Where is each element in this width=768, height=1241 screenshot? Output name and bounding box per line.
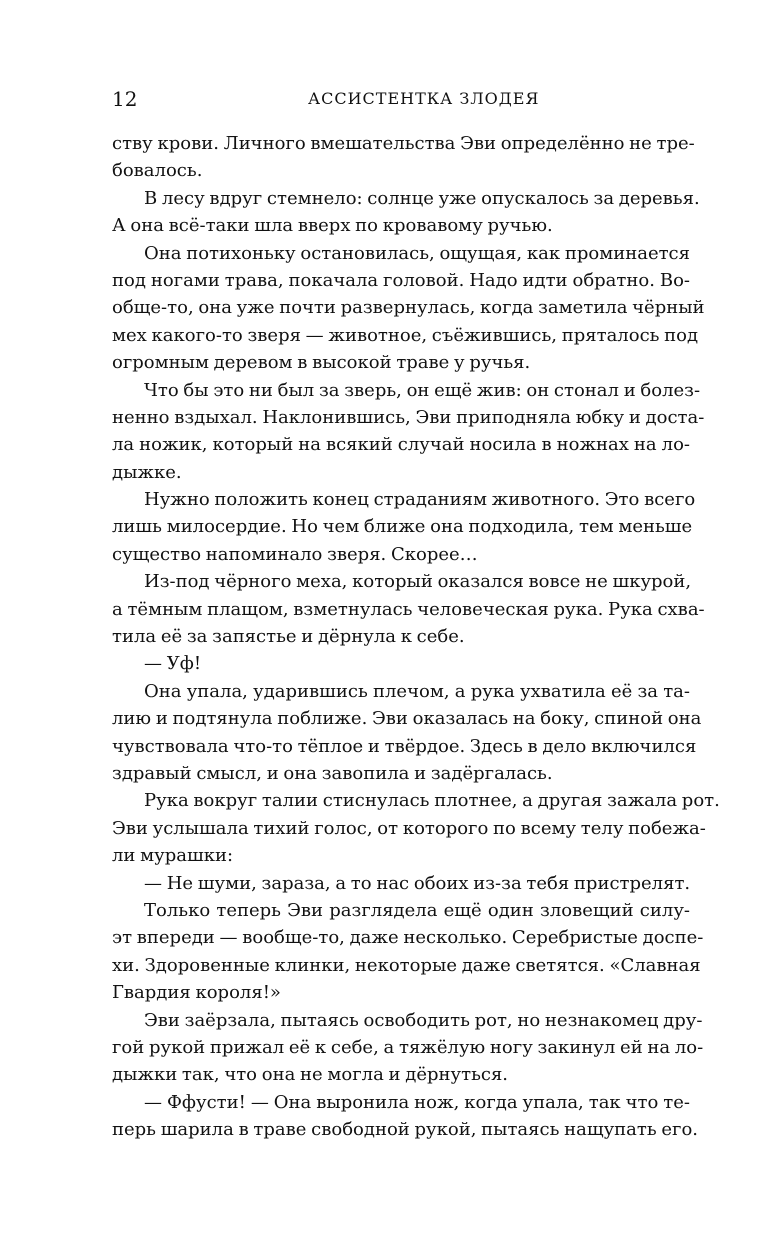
text-line: Только теперь Эви разглядела ещё один зловещий силу-: [144, 899, 690, 921]
running-head: [112, 84, 690, 114]
text-line: Эви услышала тихий голос, от которого по всему телу побежа-: [112, 817, 706, 839]
text-line: Из-под чёрного меха, который оказался вовсе не шкурой,: [144, 571, 692, 593]
page-number: 12: [112, 87, 138, 111]
text-line: Она упала, ударившись плечом, а рука ухватила её за та-: [144, 680, 690, 702]
text-line: тила её за запястье и дёрнула к себе.: [112, 626, 465, 648]
text-line: Рука вокруг талии стиснулась плотнее, а другая зажала рот.: [144, 790, 720, 812]
text-line: ненно вздыхал. Наклонившись, Эви приподняла юбку и доста-: [112, 406, 705, 428]
text-line: хи. Здоровенные клинки, некоторые даже светятся. «Славная: [112, 954, 701, 976]
text-line: лию и подтянула поближе. Эви оказалась на боку, спиной она: [112, 708, 702, 730]
text-line: — Не шуми, зараза, а то нас обоих из-за тебя пристрелят.: [144, 872, 691, 894]
text-line: бовалось.: [112, 160, 203, 182]
text-line: гой рукой прижал её к себе, а тяжёлую ногу закинул ей на ло-: [112, 1036, 704, 1058]
body-text: [112, 130, 720, 1143]
text-line: ству крови. Личного вмешательства Эви определённо не тре-: [112, 133, 695, 154]
text-line: — Уф!: [144, 653, 202, 675]
text-line: мех какого-то зверя — животное, съёжившись, пряталось под: [112, 324, 699, 346]
text-line: обще-то, она уже почти развернулась, когда заметила чёрный: [112, 297, 705, 319]
text-line: В лесу вдруг стемнело: солнце уже опускалось за деревья.: [144, 187, 700, 209]
text-line: Что бы это ни был за зверь, он ещё жив: он стонал и болез-: [144, 379, 701, 401]
text-line: эт впереди — вообще-то, даже несколько. Серебристые доспе-: [112, 927, 704, 949]
text-line: перь шарила в траве свободной рукой, пытаясь нащупать его.: [112, 1119, 699, 1141]
text-line: существо напоминало зверя. Скорее…: [112, 543, 478, 565]
text-line: под ногами трава, покачала головой. Надо идти обратно. Во-: [112, 269, 690, 291]
text-line: чувствовала что-то тёплое и твёрдое. Здесь в дело включился: [112, 735, 697, 757]
text-line: ла ножик, который на всякий случай носила в ножнах на ло-: [112, 434, 690, 456]
text-line: Гвардия короля!»: [112, 982, 281, 1004]
text-line: Эви заёрзала, пытаясь освободить рот, но незнакомец дру-: [144, 1009, 703, 1031]
text-line: лишь милосердие. Но чем ближе она подходила, тем меньше: [112, 516, 693, 538]
text-line: дыжки так, что она не могла и дёрнуться.: [112, 1064, 509, 1086]
text-line: — Ффусти! — Она выронила нож, когда упала, так что те-: [144, 1091, 690, 1113]
text-line: Она потихоньку остановилась, ощущая, как проминается: [144, 242, 690, 264]
text-line: А она всё-таки шла вверх по кровавому ручью.: [112, 215, 553, 237]
text-line: здравый смысл, и она завопила и задёргалась.: [112, 762, 553, 784]
running-title: АССИСТЕНТКА ЗЛОДЕЯ: [308, 89, 540, 108]
text-line: Нужно положить конец страданиям животного. Это всего: [144, 489, 696, 511]
text-line: огромным деревом в высокой траве у ручья.: [112, 352, 531, 374]
text-line: ли мурашки:: [112, 845, 234, 867]
text-line: дыжке.: [112, 461, 182, 483]
text-line: а тёмным плащом, взметнулась человеческая рука. Рука схва-: [112, 598, 705, 620]
